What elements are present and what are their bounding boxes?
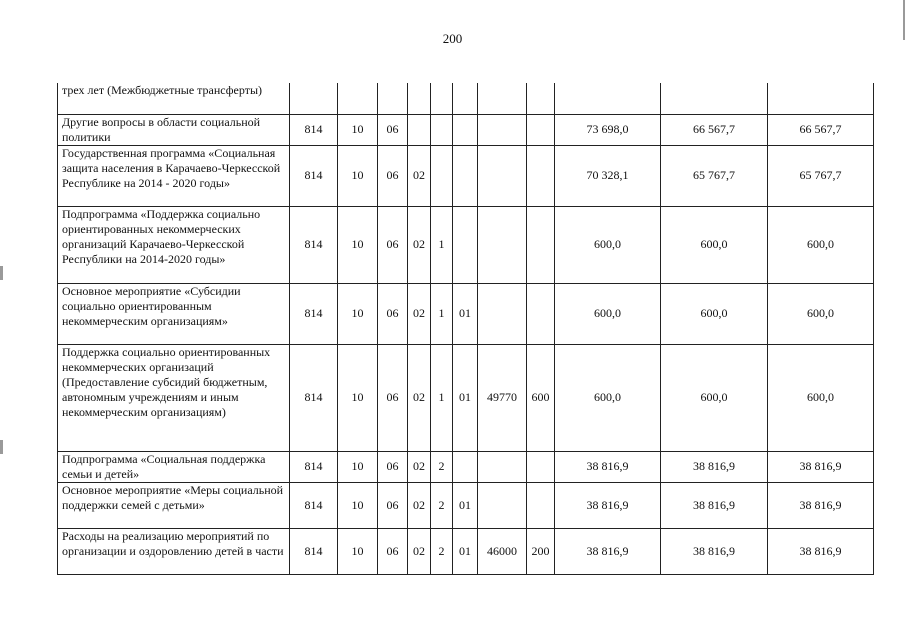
cell-sub: 2 (431, 528, 453, 574)
cell-main (453, 145, 478, 206)
cell-vr (527, 451, 555, 482)
cell-pr: 06 (378, 528, 408, 574)
table-row (58, 451, 874, 482)
cell-vr (527, 114, 555, 145)
cell-rz: 10 (338, 145, 378, 206)
cell-dir: 46000 (478, 528, 527, 574)
cell-sub (431, 114, 453, 145)
cell-pr: 06 (378, 344, 408, 451)
cell-sum-3: 600,0 (768, 206, 874, 283)
cell-dir (478, 451, 527, 482)
cell-gr: 814 (290, 206, 338, 283)
cell-vr (527, 283, 555, 344)
cell-gr (290, 83, 338, 114)
cell-sum-1: 38 816,9 (555, 451, 661, 482)
cell-sub: 1 (431, 344, 453, 451)
cell-prog: 02 (408, 344, 431, 451)
cell-prog: 02 (408, 206, 431, 283)
cell-sum-1: 600,0 (555, 206, 661, 283)
cell-dir (478, 482, 527, 528)
cell-main (453, 114, 478, 145)
cell-sum-3: 65 767,7 (768, 145, 874, 206)
cell-sum-3: 66 567,7 (768, 114, 874, 145)
cell-rz: 10 (338, 482, 378, 528)
cell-sub (431, 83, 453, 114)
cell-sub: 2 (431, 451, 453, 482)
cell-rz: 10 (338, 451, 378, 482)
cell-gr: 814 (290, 145, 338, 206)
row-name: Государственная программа «Социальная защита населения в Карачаево-Черкесской Республике на 2014 - 2020 годы» (58, 145, 290, 206)
cell-sum-3: 38 816,9 (768, 528, 874, 574)
row-name: Поддержка социально ориентированных некоммерческих организаций (Предоставление субсидий бюджетным, автономным учреждениям и иным некоммерческим организациям) (58, 344, 290, 451)
table-row (58, 344, 874, 451)
cell-pr: 06 (378, 206, 408, 283)
cell-sum-3: 38 816,9 (768, 451, 874, 482)
cell-dir (478, 206, 527, 283)
cell-rz: 10 (338, 344, 378, 451)
cell-prog (408, 114, 431, 145)
cell-pr: 06 (378, 114, 408, 145)
cell-prog: 02 (408, 451, 431, 482)
row-name: Основное мероприятие «Субсидии социально ориентированным некоммерческим организациям» (58, 283, 290, 344)
cell-gr: 814 (290, 114, 338, 145)
cell-sum-3: 600,0 (768, 344, 874, 451)
cell-prog (408, 83, 431, 114)
table-row (58, 283, 874, 344)
scan-edge-mark (0, 440, 3, 454)
table-row (58, 528, 874, 574)
row-name: Подпрограмма «Социальная поддержка семьи и детей» (58, 451, 290, 482)
cell-dir (478, 114, 527, 145)
cell-sum-2: 600,0 (661, 206, 768, 283)
cell-sum-1: 600,0 (555, 283, 661, 344)
cell-sub: 2 (431, 482, 453, 528)
cell-sum-2: 600,0 (661, 344, 768, 451)
cell-gr: 814 (290, 451, 338, 482)
cell-sum-1: 38 816,9 (555, 528, 661, 574)
cell-sum-1: 70 328,1 (555, 145, 661, 206)
cell-sub (431, 145, 453, 206)
cell-rz: 10 (338, 528, 378, 574)
cell-vr (527, 482, 555, 528)
cell-sum-3: 38 816,9 (768, 482, 874, 528)
cell-vr: 200 (527, 528, 555, 574)
row-name: трех лет (Межбюджетные трансферты) (58, 83, 290, 114)
cell-gr: 814 (290, 344, 338, 451)
row-name: Расходы на реализацию мероприятий по организации и оздоровлению детей в части (58, 528, 290, 574)
cell-sum-2: 38 816,9 (661, 528, 768, 574)
cell-sum-2: 38 816,9 (661, 482, 768, 528)
cell-sum-1 (555, 83, 661, 114)
cell-gr: 814 (290, 528, 338, 574)
cell-rz: 10 (338, 206, 378, 283)
cell-rz (338, 83, 378, 114)
cell-dir (478, 83, 527, 114)
cell-dir: 49770 (478, 344, 527, 451)
table-row (58, 482, 874, 528)
cell-dir (478, 283, 527, 344)
cell-main: 01 (453, 482, 478, 528)
cell-vr: 600 (527, 344, 555, 451)
cell-prog: 02 (408, 145, 431, 206)
table-row (58, 83, 874, 114)
cell-sum-2: 38 816,9 (661, 451, 768, 482)
cell-pr (378, 83, 408, 114)
cell-sub: 1 (431, 206, 453, 283)
cell-sum-3: 600,0 (768, 283, 874, 344)
row-name: Подпрограмма «Поддержка социально ориентированных некоммерческих организаций Карачаево-Черкесской Республики на 2014-2020 годы» (58, 206, 290, 283)
cell-rz: 10 (338, 114, 378, 145)
scan-edge-mark (0, 266, 3, 280)
cell-rz: 10 (338, 283, 378, 344)
cell-gr: 814 (290, 283, 338, 344)
page-number: 200 (442, 31, 463, 46)
cell-main (453, 83, 478, 114)
cell-sum-1: 38 816,9 (555, 482, 661, 528)
cell-main: 01 (453, 283, 478, 344)
row-name: Основное мероприятие «Меры социальной поддержки семей с детьми» (58, 482, 290, 528)
cell-sum-1: 73 698,0 (555, 114, 661, 145)
cell-vr (527, 83, 555, 114)
cell-sum-2: 600,0 (661, 283, 768, 344)
cell-pr: 06 (378, 283, 408, 344)
budget-table (57, 83, 874, 575)
cell-sum-2: 66 567,7 (661, 114, 768, 145)
cell-sum-2: 65 767,7 (661, 145, 768, 206)
cell-sub: 1 (431, 283, 453, 344)
cell-pr: 06 (378, 145, 408, 206)
cell-main: 01 (453, 528, 478, 574)
cell-main (453, 206, 478, 283)
row-name: Другие вопросы в области социальной политики (58, 114, 290, 145)
table-row (58, 114, 874, 145)
cell-main (453, 451, 478, 482)
cell-prog: 02 (408, 482, 431, 528)
cell-pr: 06 (378, 451, 408, 482)
cell-gr: 814 (290, 482, 338, 528)
table-row (58, 206, 874, 283)
cell-dir (478, 145, 527, 206)
cell-prog: 02 (408, 283, 431, 344)
cell-sum-3 (768, 83, 874, 114)
cell-vr (527, 206, 555, 283)
cell-pr: 06 (378, 482, 408, 528)
cell-sum-1: 600,0 (555, 344, 661, 451)
cell-vr (527, 145, 555, 206)
cell-main: 01 (453, 344, 478, 451)
table-row (58, 145, 874, 206)
cell-prog: 02 (408, 528, 431, 574)
cell-sum-2 (661, 83, 768, 114)
